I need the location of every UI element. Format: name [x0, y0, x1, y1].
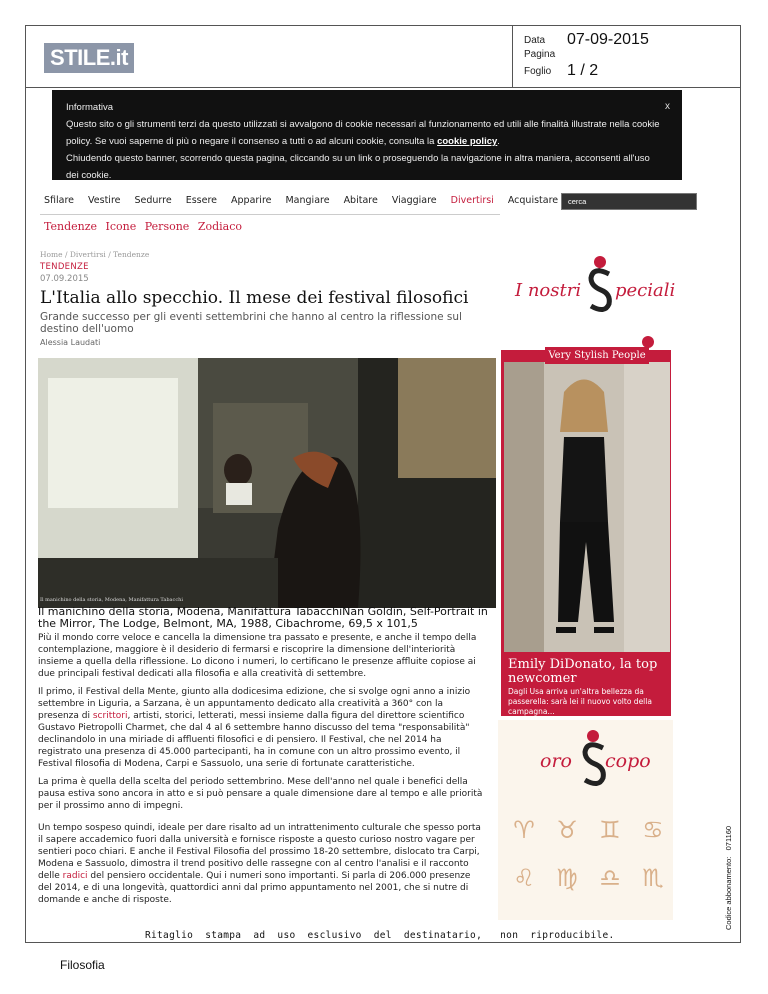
data-label: Data: [524, 35, 546, 46]
nav-item-mangiare[interactable]: Mangiare: [285, 195, 330, 206]
cookie-text: policy. Se vuoi saperne di più o negare il consenso a tutti o ad alcuni cookie, consulta la: [66, 136, 438, 147]
gemini-icon[interactable]: ♊: [599, 816, 621, 844]
cookie-line-2: [66, 133, 670, 150]
nav-item-sedurre[interactable]: Sedurre: [134, 195, 172, 206]
photo-illustration: [38, 358, 496, 608]
article-author: Alessia Laudati: [40, 338, 101, 347]
nav-divider: [40, 214, 500, 215]
cookie-policy-link[interactable]: cookie policy: [437, 136, 498, 147]
vsp-photo[interactable]: [504, 362, 670, 652]
photo-credit: Il manichino della storia, Modena, Manifattura Tabacchi: [40, 597, 183, 603]
speciali-text-a: I nostri: [515, 280, 582, 301]
nav-item-viaggiare[interactable]: Viaggiare: [391, 195, 437, 206]
topic-tag: Filosofia: [60, 958, 105, 972]
close-icon[interactable]: x: [665, 101, 670, 112]
header-rule: [25, 87, 741, 88]
search-input[interactable]: cerca: [561, 193, 697, 210]
cookie-line-1: Questo sito o gli strumenti terzi da questo utilizzati si avvalgono di cookie necessari al funzionamento ed utili alle finalità illustrate nella cookie: [66, 119, 660, 130]
cookie-line-4: dei cookie.: [66, 170, 112, 181]
cookie-banner: [52, 90, 682, 180]
site-logo[interactable]: [44, 43, 134, 73]
photo-caption: Il manichino della storia, Modena, Manifattura TabacchiNan Goldin, Self-Portrait in the Mirror, The Lodge, Belmont, MA, 1988, Cibachrome, 69,5 x 101,5: [38, 605, 488, 630]
ritaglio-notice: Ritaglio stampa ad uso esclusivo del destinatario, non riproducibile.: [145, 930, 615, 941]
data-value: 07-09-2015: [567, 31, 649, 48]
section-label[interactable]: TENDENZE: [40, 262, 89, 272]
virgo-icon[interactable]: ♍: [556, 864, 578, 892]
nav-item-vestire[interactable]: Vestire: [88, 195, 121, 206]
main-nav: [44, 195, 572, 211]
codice-text: Codice abbonamento: 071160: [724, 825, 733, 930]
article-title: L'Italia allo specchio. Il mese dei festival filosofici: [40, 288, 469, 308]
cookie-line-3: Chiudendo questo banner, scorrendo questa pagina, cliccando su un link o proseguendo la navigazione in altra maniera, acconsenti all'uso: [66, 153, 650, 164]
pagina-label: Pagina: [524, 49, 556, 60]
cookie-text: .: [497, 136, 500, 147]
paragraph-text: del pensiero occidentale. Qui i numeri sono importanti. Si parla di 206.000 presenze del 2014, e di una longevità, quattordici anni dal primo appuntamento nel 2001, che si nutre di domande e anche di risposte.: [38, 871, 471, 905]
nav-item-divertirsi[interactable]: Divertirsi: [450, 195, 494, 206]
aries-icon[interactable]: ♈: [513, 816, 535, 844]
scorpio-icon[interactable]: ♏: [642, 864, 664, 892]
paragraph-text: Un tempo sospeso quindi, ideale per dare risalto ad un intrattenimento culturale che spesso porta il sapere accademico fuori dalla università e fornisce risposte a questo curioso nostro vagare per sentieri poco chiari. E anche il Festival Filosofia del prossimo 18-20 settembre, dislocato tra Carpi, Modena e Sassuolo, dimostra il trend positivo delle rassegne con al centro l'analisi e il racconto delle: [38, 823, 481, 881]
logo-text: STILE.it: [50, 45, 128, 70]
nav-item-abitare[interactable]: Abitare: [343, 195, 378, 206]
article-subtitle: Grande successo per gli eventi settembrini che hanno al centro la riflessione sul destino dell'uomo: [40, 311, 462, 335]
link-radici[interactable]: radici: [62, 871, 88, 881]
breadcrumb[interactable]: Home / Divertirsi / Tendenze: [40, 250, 150, 259]
oroscopo-logo[interactable]: [505, 728, 670, 788]
libra-icon[interactable]: ♎: [599, 864, 621, 892]
article-date: 07.09.2015: [40, 274, 89, 284]
paragraph-1: Più il mondo corre veloce e cancella la dimensione tra passato e presente, e anche il tempo della contemplazione, maggiore è il desiderio di fermarsi e riscoprire la dimensione dell'interiorità insieme a quella della riflessione. Lo dicono i numeri, lo certificano le presenze affluite copiose ai due principali festival dedicati alla filosofia e alla creatività di settembre.: [38, 633, 477, 679]
nav-item-acquistare[interactable]: Acquistare: [507, 195, 559, 206]
vsp-text: Dagli Usa arriva un'altra bellezza da passerella: sarà lei il nuovo volto della campagna...: [508, 687, 652, 716]
paragraph-text: Il primo, il Festival della Mente, giunto alla dodicesima edizione, che si svolge ogni anno a inizio settembre in Liguria, a Sarzana, è un appuntamento dedicato alla creatività a 360° con la presenza di: [38, 687, 471, 721]
speciali-banner[interactable]: [505, 248, 676, 318]
nav-item-sfilare[interactable]: Sfilare: [44, 195, 75, 206]
paragraph-3: La prima è quella della scelta del periodo settembrino. Mese dell'anno nel quale i benefici della pausa estiva sono ancora in atto e si può pensare a quale dimensione dare al tempo e alle priorità per il prossimo anno di impegni.: [38, 777, 483, 811]
cookie-title: Informativa: [66, 102, 113, 113]
subnav-icone[interactable]: Icone: [105, 220, 137, 233]
paragraph-text: , artisti, storici, letterati, messi insieme dalla figura del direttore scientifico Gustavo Pietropolli Charmet, che dal 4 al 6 settembre hanno discusso del tema "responsabilità" declinandolo in una miriade di affluenti filosofici e di pensiero. Il Festival, che nel 2014 ha registrato una presenza di 45.000 partecipanti, ha in comune con un altro prossimo evento, il Festival filosofia di Modena, Carpi e Sassuolo, una serie di fortunate caratteristiche.: [38, 711, 470, 769]
article-photo: [38, 358, 496, 608]
codice-abbonamento: [724, 750, 738, 930]
taurus-icon[interactable]: ♉: [556, 816, 578, 844]
oroscopo-text-a: oro: [540, 750, 572, 772]
foglio-value: 1 / 2: [567, 62, 599, 79]
vsp-title[interactable]: Emily DiDonato, la top newcomer: [508, 657, 658, 686]
paragraph-2: [38, 686, 486, 770]
vsp-label[interactable]: Very Stylish People: [545, 347, 649, 364]
link-scrittori[interactable]: scrittori: [92, 711, 128, 721]
oroscopo-text-b: copo: [605, 750, 651, 772]
subnav-tendenze[interactable]: Tendenze: [44, 220, 98, 233]
paragraph-4: [38, 822, 486, 906]
header-divider: [512, 25, 513, 87]
foglio-label: Foglio: [524, 66, 552, 77]
subnav-zodiaco[interactable]: Zodiaco: [197, 220, 242, 233]
speciali-text-b: peciali: [615, 280, 676, 301]
flower-icon: [642, 336, 654, 348]
cancer-icon[interactable]: ♋: [642, 816, 664, 844]
nav-item-apparire[interactable]: Apparire: [231, 195, 272, 206]
nav-item-essere[interactable]: Essere: [185, 195, 218, 206]
subnav-persone[interactable]: Persone: [144, 220, 190, 233]
leo-icon[interactable]: ♌: [513, 864, 535, 892]
sub-nav: [44, 220, 247, 233]
vsp-illustration: [504, 362, 670, 652]
